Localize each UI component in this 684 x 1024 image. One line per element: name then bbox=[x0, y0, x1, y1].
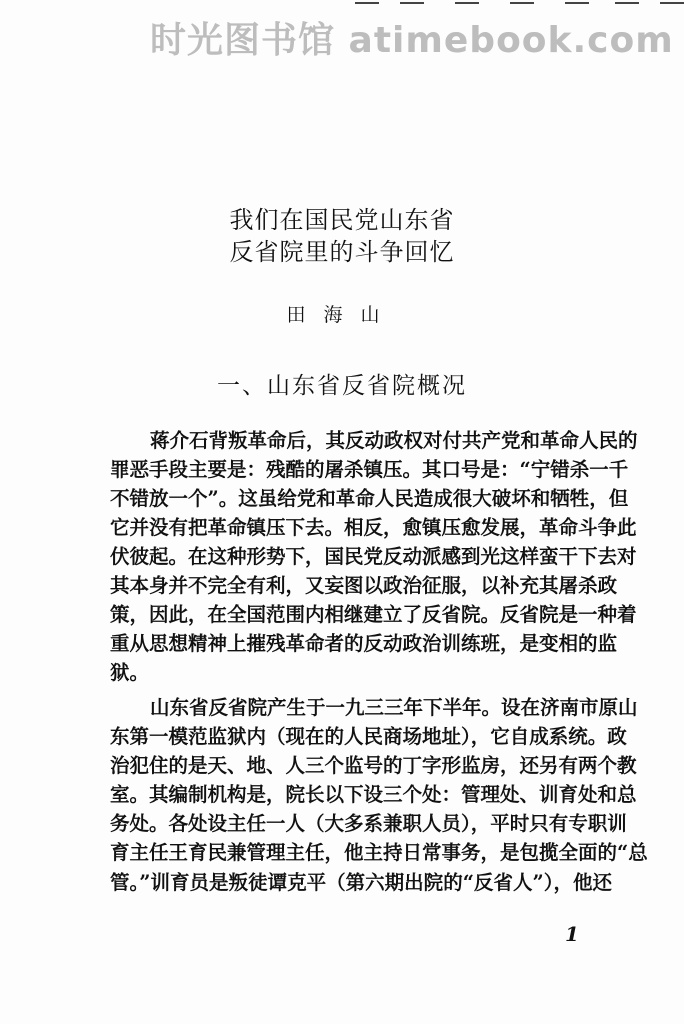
text-line: 重从思想精神上摧残革命者的反动政治训练班，是变相的监 bbox=[110, 632, 618, 655]
section-heading: 一、山东省反省院概况 bbox=[217, 373, 467, 399]
watermark: 时光图书馆 atimebook.com bbox=[150, 20, 674, 61]
text-line: 室。其编制机构是，院长以下设三个处：管理处、训育处和总 bbox=[110, 783, 637, 806]
text-line: 东第一模范监狱内（现在的人民商场地址），它自成系统。政 bbox=[110, 725, 627, 748]
text-line: 管。”训育员是叛徒谭克平（第六期出院的“反省人”），他还 bbox=[110, 871, 612, 894]
text-line: 策，因此，在全国范围内相继建立了反省院。反省院是一种着 bbox=[110, 603, 637, 626]
text-line: 育主任王育民兼管理主任，他主持日常事务，是包揽全面的“总 bbox=[110, 841, 648, 864]
text-line: 它并没有把革命镇压下去。相反，愈镇压愈发展，革命斗争此 bbox=[110, 516, 637, 539]
title-line-2: 反省院里的斗争回忆 bbox=[229, 238, 455, 266]
text-line: 狱。 bbox=[110, 661, 150, 684]
divider bbox=[660, 2, 684, 4]
text-line: 伏彼起。在这种形势下，国民党反动派感到光这样蛮干下去对 bbox=[110, 545, 637, 568]
text-line: 治犯住的是天、地、人三个监号的丁字形监房，还另有两个教 bbox=[110, 754, 637, 777]
text-line: 蒋介石背叛革命后，其反动政权对付共产党和革命人民的 bbox=[150, 429, 638, 452]
text-line: 罪恶手段主要是：残酷的屠杀镇压。其口号是：“宁错杀一千 bbox=[110, 458, 629, 481]
author: 田海山 bbox=[286, 304, 398, 326]
text-line: 其本身并不完全有利，又妄图以政治征服，以补充其屠杀政 bbox=[110, 574, 618, 597]
divider bbox=[455, 2, 479, 4]
divider bbox=[355, 2, 379, 4]
divider bbox=[615, 2, 639, 4]
divider bbox=[565, 2, 589, 4]
divider bbox=[400, 2, 424, 4]
text-line: 不错放一个”。这虽给党和革命人民造成很大破坏和牺牲，但 bbox=[110, 487, 629, 510]
divider bbox=[510, 2, 534, 4]
title-line-1: 我们在国民党山东省 bbox=[229, 206, 455, 234]
page-number: 1 bbox=[565, 922, 579, 946]
text-line: 山东省反省院产生于一九三三年下半年。设在济南市原山 bbox=[150, 696, 638, 719]
text-line: 务处。各处设主任一人（大多系兼职人员），平时只有专职训 bbox=[110, 812, 627, 835]
